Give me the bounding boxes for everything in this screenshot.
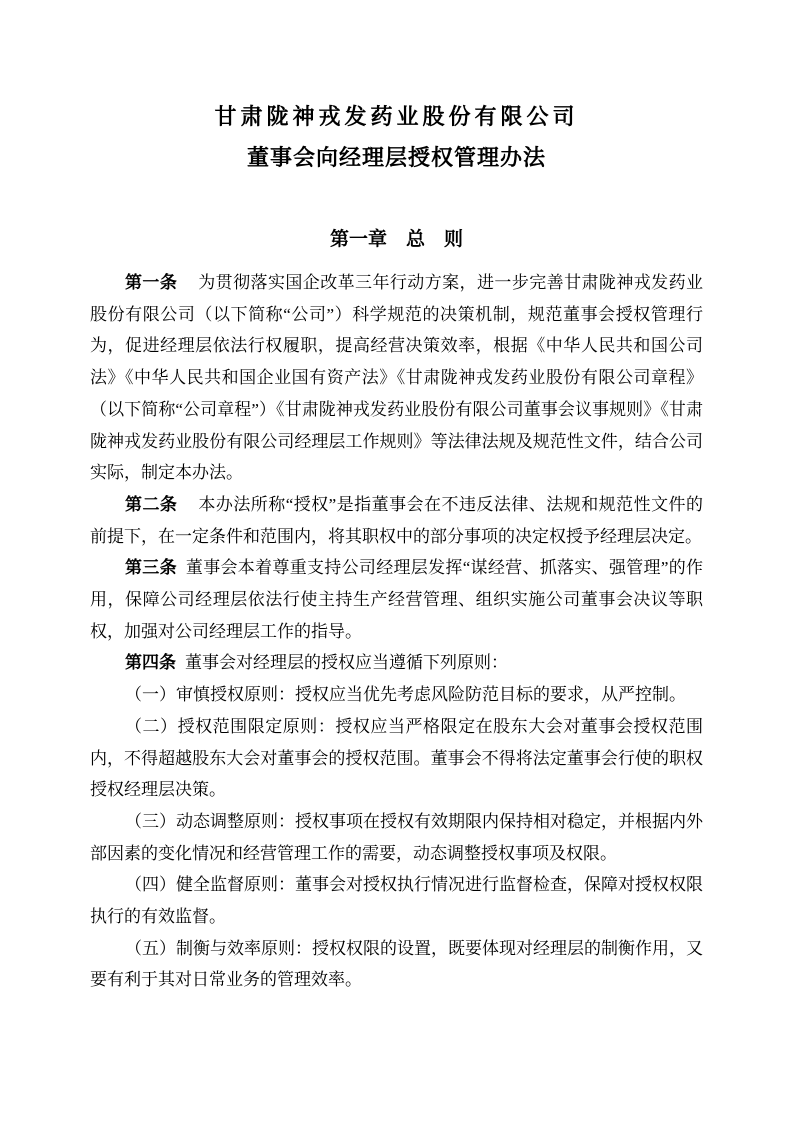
document-title-line-2: 董事会向经理层授权管理办法: [246, 145, 546, 170]
principle-item: [90, 806, 703, 869]
article-text: 本办法所称“授权”是指董事会在不违反法律、法规和规范性文件的前提下，在一定条件和范围内，将其职权中的部分事项的决定权授予经理层决定。: [90, 494, 704, 546]
principle-text: （四）健全监督原则：董事会对授权执行情况进行监督检查，保障对授权权限执行的有效监督。: [90, 875, 703, 927]
article-text: 董事会对经理层的授权应当遵循下列原则：: [185, 653, 508, 673]
article-number: 第四条: [125, 653, 176, 673]
article-number: 第一条: [125, 273, 178, 292]
article-paragraph: [90, 267, 703, 489]
article-paragraph: [90, 647, 703, 679]
principle-item: [90, 933, 703, 996]
article-paragraph: [90, 489, 703, 552]
article-text: 为贯彻落实国企改革三年行动方案，进一步完善甘肃陇神戎发药业股份有限公司（以下简称“公司”）科学规范的决策机制，规范董事会授权管理行为，促进经理层依法行权履职，提高经营决策效率，根据《中华人民共和国公司法》《中华人民共和国企业国有资产法》《甘肃陇神戎发药业股份有限公司章程》（以下简称“公司章程”）《甘肃陇神戎发药业股份有限公司董事会议事规则》《甘肃陇神戎发药业股份有限公司经理层工作规则》等法律法规及规范性文件，结合公司实际，制定本办法。: [90, 273, 704, 483]
principle-text: （一）审慎授权原则：授权应当优先考虑风险防范目标的要求，从严控制。: [125, 685, 686, 705]
principle-text: （五）制衡与效率原则：授权权限的设置，既要体现对经理层的制衡作用，又要有利于其对日常业务的管理效率。: [90, 938, 703, 990]
principle-text: （二）授权范围限定原则：授权应当严格限定在股东大会对董事会授权范围内，不得超越股东大会对董事会的授权范围。董事会不得将法定董事会行使的职权授权经理层决策。: [90, 716, 703, 800]
article-text: 董事会本着尊重支持公司经理层发挥“谋经营、抓落实、强管理”的作用，保障公司经理层依法行使主持生产经营管理、组织实施公司董事会决议等职权，加强对公司经理层工作的指导。: [90, 558, 704, 641]
principle-item: [90, 869, 703, 932]
chapter-heading: 第一章 总 则: [329, 229, 463, 250]
article-number: 第三条: [125, 558, 177, 578]
document-title-line-1: 甘肃陇神戎发药业股份有限公司: [214, 104, 579, 129]
principle-text: （三）动态调整原则：授权事项在授权有效期限内保持相对稳定，并根据内外部因素的变化情况和经营管理工作的需要，动态调整授权事项及权限。: [90, 811, 703, 863]
document-body: [90, 267, 703, 996]
article-number: 第二条: [125, 494, 178, 514]
principle-item: [90, 711, 703, 806]
article-paragraph: [90, 552, 703, 647]
principle-item: [90, 679, 703, 711]
